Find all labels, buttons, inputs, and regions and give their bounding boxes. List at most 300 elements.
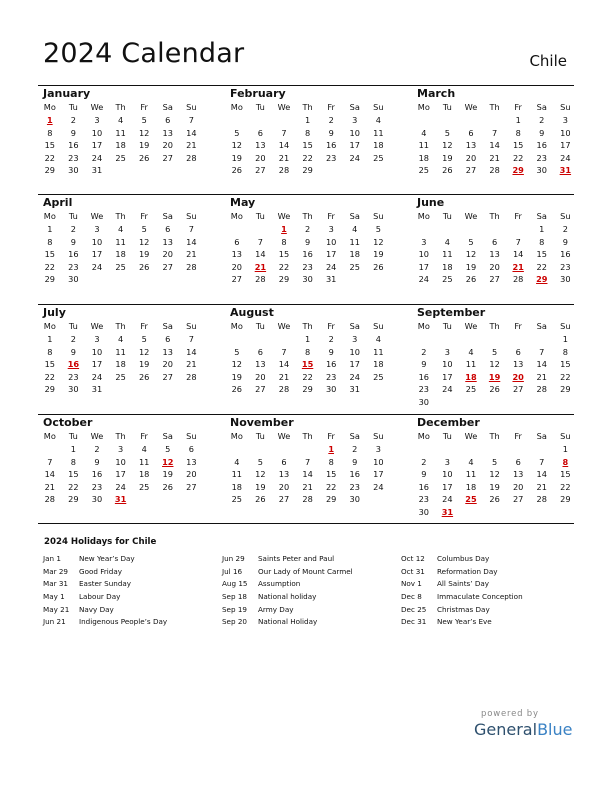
weekday-header: Mo bbox=[43, 321, 56, 331]
day-cell: 16 bbox=[68, 249, 79, 260]
day-cell: 5 bbox=[491, 346, 498, 357]
day-cell: 29 bbox=[560, 384, 571, 395]
day-cell: 8 bbox=[304, 346, 311, 357]
weekday-header: Mo bbox=[417, 102, 430, 112]
weekday-header: Tu bbox=[442, 431, 452, 441]
day-cell: 5 bbox=[375, 224, 381, 234]
day-cell: 10 bbox=[349, 127, 360, 138]
day-cell: 16 bbox=[349, 469, 360, 480]
day-cell: 15 bbox=[512, 140, 524, 151]
weekday-header: Tu bbox=[255, 431, 265, 441]
weekday-header: Mo bbox=[417, 321, 430, 331]
day-cell: 27 bbox=[255, 384, 266, 395]
weekday-header: We bbox=[464, 211, 478, 221]
day-cell: 23 bbox=[349, 481, 360, 492]
weekday-header: We bbox=[90, 102, 104, 112]
day-cell: 9 bbox=[352, 456, 358, 467]
day-cell: 12 bbox=[138, 127, 150, 138]
day-cell: 29 bbox=[560, 494, 571, 505]
day-cell: 16 bbox=[325, 140, 337, 151]
day-cell: 24 bbox=[349, 371, 360, 382]
day-cell: 13 bbox=[489, 249, 500, 260]
weekday-header: Tu bbox=[68, 321, 78, 331]
weekday-header: Mo bbox=[43, 102, 56, 112]
day-cell: 26 bbox=[162, 481, 173, 492]
day-cell: 3 bbox=[94, 115, 100, 125]
day-cell: 27 bbox=[186, 481, 197, 492]
day-cell: 21 bbox=[302, 481, 313, 492]
holiday-item bbox=[43, 616, 167, 629]
day-cell: 20 bbox=[465, 152, 477, 163]
day-cell: 18 bbox=[373, 359, 384, 370]
day-cell: 10 bbox=[91, 236, 103, 247]
day-cell: 25 bbox=[373, 152, 384, 163]
day-cell: 4 bbox=[117, 115, 124, 125]
day-cell: 31 bbox=[325, 274, 337, 285]
empty-cell bbox=[483, 443, 507, 456]
month-january bbox=[38, 87, 204, 177]
day-cell: 29 bbox=[302, 384, 313, 395]
day-cell: 15 bbox=[325, 469, 337, 480]
day-cell: 12 bbox=[255, 469, 266, 480]
holiday-date: Dec 31 bbox=[401, 617, 427, 627]
holiday-name: Easter Sunday bbox=[79, 579, 132, 589]
day-cell: 26 bbox=[255, 494, 266, 505]
day-cell: 8 bbox=[47, 236, 53, 247]
day-cell: 17 bbox=[115, 469, 126, 480]
day-cell: 7 bbox=[281, 127, 287, 138]
month-grid bbox=[38, 101, 204, 177]
day-cell: 14 bbox=[536, 469, 547, 480]
day-cell: 6 bbox=[257, 127, 263, 138]
day-cell: 17 bbox=[373, 469, 384, 480]
holiday-date: Aug 15 bbox=[222, 579, 248, 589]
holiday-item bbox=[43, 553, 167, 566]
holiday-day: 19 bbox=[488, 371, 501, 382]
holiday-date: May 1 bbox=[43, 592, 65, 602]
weekday-header: Mo bbox=[417, 431, 430, 441]
weekday-header: Mo bbox=[417, 211, 430, 221]
day-cell: 12 bbox=[231, 359, 242, 370]
day-cell: 24 bbox=[442, 494, 453, 505]
month-grid bbox=[38, 210, 204, 286]
holiday-name: Immaculate Conception bbox=[437, 592, 523, 602]
month-december bbox=[412, 416, 578, 519]
day-cell: 17 bbox=[442, 481, 453, 492]
day-cell: 1 bbox=[304, 115, 311, 125]
day-cell: 22 bbox=[302, 371, 313, 382]
weekday-header: Sa bbox=[162, 431, 173, 441]
day-cell: 29 bbox=[278, 274, 290, 285]
day-cell: 7 bbox=[47, 456, 53, 467]
day-cell: 5 bbox=[444, 127, 450, 138]
day-cell: 3 bbox=[94, 334, 100, 344]
day-cell: 13 bbox=[465, 140, 477, 151]
empty-cell bbox=[412, 223, 436, 236]
day-cell: 24 bbox=[91, 261, 103, 272]
day-cell: 13 bbox=[255, 140, 266, 151]
day-cell: 17 bbox=[442, 371, 453, 382]
day-cell: 18 bbox=[115, 359, 126, 370]
day-cell: 14 bbox=[44, 469, 55, 480]
month-grid bbox=[412, 430, 578, 519]
day-cell: 2 bbox=[94, 444, 100, 454]
brand-logo[interactable] bbox=[474, 720, 572, 739]
holiday-name: Good Friday bbox=[79, 566, 122, 576]
day-cell: 15 bbox=[302, 140, 313, 151]
holiday-day: 20 bbox=[512, 371, 524, 382]
month-name: March bbox=[417, 87, 456, 100]
day-cell: 24 bbox=[349, 152, 360, 163]
day-cell: 19 bbox=[138, 140, 150, 151]
day-cell: 12 bbox=[373, 236, 384, 247]
day-cell: 27 bbox=[162, 371, 173, 382]
holiday-name: Christmas Day bbox=[437, 604, 490, 614]
day-cell: 13 bbox=[278, 469, 290, 480]
empty-cell bbox=[272, 333, 296, 346]
holiday-column bbox=[401, 553, 523, 629]
day-cell: 20 bbox=[231, 261, 242, 272]
day-cell: 9 bbox=[70, 346, 76, 357]
day-cell: 29 bbox=[68, 494, 79, 505]
empty-cell bbox=[483, 333, 507, 346]
empty-cell bbox=[506, 333, 530, 346]
holiday-date: Oct 12 bbox=[401, 554, 425, 563]
day-cell: 10 bbox=[115, 456, 126, 467]
day-cell: 6 bbox=[257, 346, 263, 357]
holiday-day: 21 bbox=[512, 261, 524, 272]
day-cell: 7 bbox=[257, 236, 263, 247]
holiday-name: Our Lady of Mount Carmel bbox=[258, 566, 353, 576]
holiday-name: All Saints’ Day bbox=[437, 579, 490, 589]
day-cell: 3 bbox=[421, 236, 427, 247]
day-cell: 4 bbox=[444, 236, 450, 247]
day-cell: 30 bbox=[68, 165, 79, 176]
day-cell: 7 bbox=[515, 236, 521, 247]
day-cell: 10 bbox=[560, 127, 571, 138]
day-cell: 17 bbox=[560, 140, 571, 151]
month-grid bbox=[412, 101, 578, 177]
weekday-header: We bbox=[464, 102, 478, 112]
day-cell: 25 bbox=[115, 371, 126, 382]
weekday-header: We bbox=[277, 211, 291, 221]
day-cell: 3 bbox=[352, 115, 358, 125]
day-cell: 13 bbox=[162, 127, 173, 138]
empty-cell bbox=[459, 333, 483, 346]
day-cell: 24 bbox=[442, 384, 453, 395]
day-cell: 12 bbox=[231, 140, 242, 151]
empty-cell bbox=[483, 223, 507, 236]
day-cell: 11 bbox=[373, 346, 384, 357]
day-cell: 25 bbox=[138, 481, 150, 492]
day-cell: 6 bbox=[165, 334, 171, 344]
day-cell: 21 bbox=[186, 249, 197, 260]
holiday-item bbox=[222, 591, 353, 604]
weekday-header: Th bbox=[302, 321, 313, 331]
day-cell: 11 bbox=[442, 249, 453, 260]
empty-cell bbox=[412, 333, 436, 346]
holiday-date: Mar 31 bbox=[43, 579, 68, 589]
empty-cell bbox=[459, 443, 483, 456]
day-cell: 23 bbox=[68, 261, 79, 272]
weekday-header: Sa bbox=[349, 431, 360, 441]
day-cell: 26 bbox=[373, 261, 384, 272]
weekday-header: Tu bbox=[255, 102, 265, 112]
day-cell: 27 bbox=[255, 165, 266, 176]
empty-cell bbox=[506, 223, 530, 236]
day-cell: 30 bbox=[418, 396, 429, 407]
day-cell: 2 bbox=[304, 224, 311, 234]
day-cell: 4 bbox=[468, 456, 474, 467]
holiday-name: National Holiday bbox=[258, 617, 318, 627]
weekday-header: Su bbox=[560, 431, 571, 441]
weekday-header: Su bbox=[373, 211, 384, 221]
day-cell: 16 bbox=[91, 469, 103, 480]
day-cell: 7 bbox=[188, 115, 194, 125]
day-cell: 29 bbox=[325, 494, 337, 505]
day-cell: 11 bbox=[349, 236, 360, 247]
day-cell: 6 bbox=[234, 236, 240, 247]
weekday-header: Su bbox=[373, 431, 384, 441]
empty-cell bbox=[272, 443, 296, 456]
weekday-header: We bbox=[277, 431, 291, 441]
brand-blue: Blue bbox=[537, 720, 573, 739]
weekday-header: Th bbox=[115, 431, 126, 441]
holiday-day: 31 bbox=[114, 494, 127, 505]
day-cell: 21 bbox=[186, 359, 197, 370]
holiday-name: National holiday bbox=[258, 592, 317, 602]
row-divider bbox=[38, 414, 574, 415]
holiday-date: Sep 19 bbox=[222, 604, 247, 614]
weekday-header: Sa bbox=[162, 211, 173, 221]
day-cell: 18 bbox=[115, 140, 126, 151]
empty-cell bbox=[225, 223, 249, 236]
weekday-header: Tu bbox=[68, 431, 78, 441]
day-cell: 1 bbox=[70, 444, 76, 454]
day-cell: 22 bbox=[536, 261, 547, 272]
day-cell: 22 bbox=[44, 371, 55, 382]
holiday-item bbox=[222, 553, 353, 566]
weekday-header: Su bbox=[560, 211, 571, 221]
empty-cell bbox=[506, 443, 530, 456]
holidays-title: 2024 Holidays for Chile bbox=[44, 537, 157, 547]
day-cell: 7 bbox=[281, 346, 287, 357]
weekday-header: Th bbox=[115, 211, 126, 221]
day-cell: 25 bbox=[231, 494, 242, 505]
day-cell: 1 bbox=[539, 224, 545, 234]
day-cell: 7 bbox=[188, 224, 194, 234]
day-cell: 6 bbox=[515, 456, 521, 467]
weekday-header: Su bbox=[560, 102, 571, 112]
weekday-header: Mo bbox=[230, 321, 243, 331]
weekday-header: Sa bbox=[349, 102, 360, 112]
weekday-header: Th bbox=[302, 431, 313, 441]
weekday-header: Mo bbox=[230, 102, 243, 112]
day-cell: 22 bbox=[302, 152, 313, 163]
day-cell: 15 bbox=[278, 249, 290, 260]
holiday-column bbox=[43, 553, 167, 629]
day-cell: 28 bbox=[255, 274, 266, 285]
holiday-column bbox=[222, 553, 353, 629]
day-cell: 8 bbox=[539, 236, 545, 247]
holiday-date: Jan 1 bbox=[43, 554, 61, 563]
day-cell: 14 bbox=[278, 359, 290, 370]
day-cell: 2 bbox=[352, 444, 358, 454]
day-cell: 8 bbox=[562, 346, 568, 357]
day-cell: 25 bbox=[442, 274, 453, 285]
day-cell: 28 bbox=[186, 152, 197, 163]
day-cell: 26 bbox=[465, 274, 477, 285]
powered-by: powered by bbox=[481, 709, 539, 719]
day-cell: 22 bbox=[44, 261, 55, 272]
day-cell: 2 bbox=[421, 346, 427, 357]
day-cell: 5 bbox=[141, 115, 147, 125]
day-cell: 3 bbox=[444, 346, 450, 357]
holiday-date: Dec 8 bbox=[401, 592, 422, 602]
day-cell: 1 bbox=[515, 115, 521, 125]
day-cell: 16 bbox=[536, 140, 547, 151]
day-cell: 20 bbox=[186, 469, 197, 480]
day-cell: 30 bbox=[418, 506, 429, 517]
weekday-header: Su bbox=[373, 321, 384, 331]
day-cell: 19 bbox=[231, 152, 242, 163]
month-grid bbox=[412, 320, 578, 409]
holiday-name: Army Day bbox=[258, 604, 294, 614]
day-cell: 12 bbox=[489, 469, 500, 480]
holiday-date: Nov 1 bbox=[401, 579, 422, 589]
day-cell: 27 bbox=[489, 274, 500, 285]
day-cell: 9 bbox=[562, 236, 568, 247]
day-cell: 23 bbox=[68, 152, 79, 163]
weekday-header: Th bbox=[489, 321, 500, 331]
weekday-header: Tu bbox=[442, 321, 452, 331]
holiday-name: Saints Peter and Paul bbox=[258, 554, 335, 563]
day-cell: 5 bbox=[234, 127, 240, 138]
month-grid bbox=[412, 210, 578, 286]
weekday-header: Tu bbox=[442, 211, 452, 221]
holiday-item bbox=[222, 616, 353, 629]
day-cell: 5 bbox=[257, 456, 263, 467]
weekday-header: Th bbox=[115, 321, 126, 331]
day-cell: 23 bbox=[325, 152, 337, 163]
day-cell: 19 bbox=[465, 261, 477, 272]
day-cell: 25 bbox=[373, 371, 384, 382]
day-cell: 16 bbox=[302, 249, 313, 260]
day-cell: 19 bbox=[255, 481, 266, 492]
month-grid bbox=[225, 320, 391, 396]
day-cell: 26 bbox=[489, 384, 500, 395]
weekday-header: Fr bbox=[327, 211, 335, 221]
day-cell: 23 bbox=[91, 481, 103, 492]
day-cell: 31 bbox=[91, 384, 103, 395]
day-cell: 25 bbox=[465, 384, 477, 395]
day-cell: 15 bbox=[44, 359, 55, 370]
day-cell: 14 bbox=[186, 346, 197, 357]
day-cell: 15 bbox=[536, 249, 547, 260]
day-cell: 21 bbox=[278, 152, 290, 163]
day-cell: 8 bbox=[328, 456, 334, 467]
day-cell: 11 bbox=[115, 346, 126, 357]
day-cell: 31 bbox=[91, 165, 103, 176]
day-cell: 9 bbox=[304, 236, 311, 247]
month-grid bbox=[225, 430, 391, 506]
weekday-header: Sa bbox=[536, 211, 547, 221]
holiday-name: New Year’s Eve bbox=[437, 617, 492, 627]
day-cell: 16 bbox=[68, 140, 79, 151]
weekday-header: Mo bbox=[230, 431, 243, 441]
empty-cell bbox=[249, 114, 273, 127]
day-cell: 9 bbox=[328, 127, 334, 138]
holiday-date: Jul 16 bbox=[222, 566, 243, 576]
day-cell: 10 bbox=[418, 249, 429, 260]
day-cell: 11 bbox=[231, 469, 242, 480]
empty-cell bbox=[459, 114, 483, 127]
holiday-item bbox=[401, 616, 523, 629]
day-cell: 7 bbox=[539, 456, 545, 467]
day-cell: 18 bbox=[349, 249, 360, 260]
day-cell: 19 bbox=[231, 371, 242, 382]
weekday-header: Mo bbox=[43, 431, 56, 441]
weekday-header: Sa bbox=[349, 321, 360, 331]
day-cell: 3 bbox=[328, 224, 334, 234]
day-cell: 14 bbox=[255, 249, 266, 260]
row-divider bbox=[38, 194, 574, 195]
day-cell: 25 bbox=[115, 152, 126, 163]
day-cell: 4 bbox=[117, 334, 124, 344]
day-cell: 28 bbox=[186, 371, 197, 382]
holiday-date: Mar 29 bbox=[43, 566, 68, 576]
holiday-item bbox=[43, 604, 167, 617]
weekday-header: Fr bbox=[140, 211, 148, 221]
day-cell: 8 bbox=[281, 236, 287, 247]
day-cell: 17 bbox=[91, 249, 103, 260]
weekday-header: Th bbox=[489, 431, 500, 441]
holiday-item bbox=[43, 566, 167, 579]
day-cell: 1 bbox=[304, 334, 311, 344]
day-cell: 19 bbox=[162, 469, 173, 480]
weekday-header: We bbox=[277, 102, 291, 112]
weekday-header: Mo bbox=[43, 211, 56, 221]
day-cell: 9 bbox=[421, 469, 427, 480]
day-cell: 27 bbox=[465, 165, 477, 176]
day-cell: 28 bbox=[302, 494, 313, 505]
day-cell: 10 bbox=[91, 346, 103, 357]
holiday-day: 29 bbox=[536, 274, 548, 285]
day-cell: 19 bbox=[373, 249, 384, 260]
holiday-day: 31 bbox=[559, 165, 572, 176]
empty-cell bbox=[530, 333, 554, 346]
holiday-item bbox=[401, 578, 523, 591]
day-cell: 10 bbox=[349, 346, 360, 357]
holiday-date: Jun 21 bbox=[43, 617, 66, 627]
empty-cell bbox=[225, 114, 249, 127]
empty-cell bbox=[225, 443, 249, 456]
day-cell: 3 bbox=[94, 224, 100, 234]
month-october bbox=[38, 416, 204, 506]
day-cell: 3 bbox=[375, 444, 381, 454]
day-cell: 4 bbox=[117, 224, 124, 234]
day-cell: 3 bbox=[117, 444, 124, 454]
day-cell: 17 bbox=[418, 261, 429, 272]
day-cell: 8 bbox=[515, 127, 521, 138]
weekday-header: Su bbox=[186, 211, 197, 221]
day-cell: 15 bbox=[68, 469, 79, 480]
day-cell: 12 bbox=[138, 236, 150, 247]
day-cell: 21 bbox=[278, 371, 290, 382]
empty-cell bbox=[436, 114, 460, 127]
holiday-item bbox=[401, 591, 523, 604]
month-name: October bbox=[43, 416, 93, 429]
